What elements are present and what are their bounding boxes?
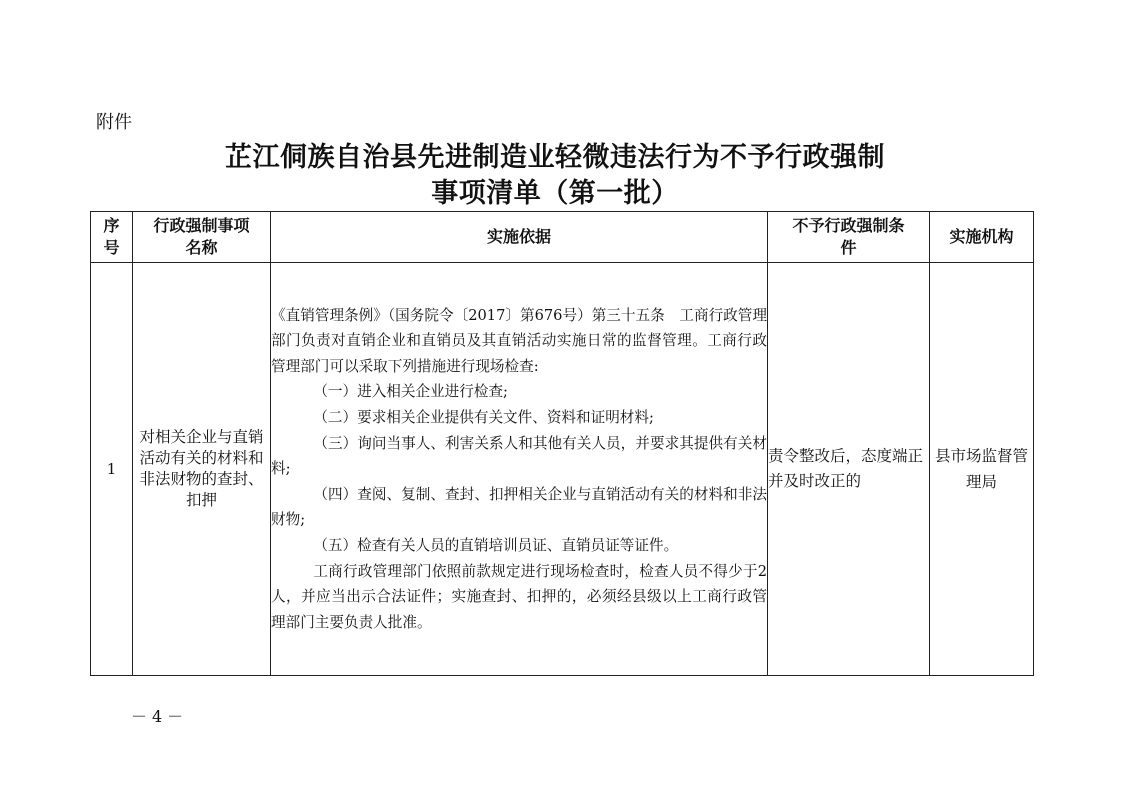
row-condition: 责令整改后，态度端正并及时改正的 [768,263,930,676]
row-seq: 1 [91,263,133,676]
document-title-line-2: 事项清单（第一批） [431,178,679,209]
header-condition: 不予行政强制条件 [768,212,930,263]
enforcement-items-table [90,211,1034,676]
header-seq: 序号 [91,212,133,263]
basis-paragraph-7: 工商行政管理部门依照前款规定进行现场检查时，检查人员不得少于2人，并应当出示合法证件；实施查封、扣押的，必须经县级以上工商行政管理部门主要负责人批准。 [271,562,767,631]
basis-paragraph-1: 《直销管理条例》（国务院令〔2017〕第676号）第三十五条 工商行政管理部门负责对直销企业和直销员及其直销活动实施日常的监督管理。工商行政管理部门可以采取下列措施进行现场检查: [271,306,767,375]
row-agency: 县市场监督管理局 [930,263,1034,676]
document-title-line-1: 芷江侗族自治县先进制造业轻微违法行为不予行政强制 [225,142,885,173]
header-basis: 实施依据 [271,212,768,263]
basis-paragraph-3: （二）要求相关企业提供有关文件、资料和证明材料; [313,409,654,427]
table-header-row [91,212,1034,263]
header-agency: 实施机构 [930,212,1034,263]
page-number: －4－ [131,707,189,726]
basis-paragraph-2: （一）进入相关企业进行检查; [313,383,508,401]
row-item-name: 对相关企业与直销活动有关的材料和非法财物的查封、扣押 [133,263,271,676]
basis-paragraph-6: （五）检查有关人员的直销培训员证、直销员证等证件。 [313,536,679,554]
attachment-label: 附件 [96,112,132,133]
row-basis [271,263,768,676]
basis-paragraph-5: （四）查阅、复制、查封、扣押相关企业与直销活动有关的材料和非法财物; [271,485,767,529]
table-row [91,263,1034,676]
basis-paragraph-4: （三）询问当事人、利害关系人和其他有关人员，并要求其提供有关材料; [271,434,767,478]
header-item-name: 行政强制事项名称 [133,212,271,263]
